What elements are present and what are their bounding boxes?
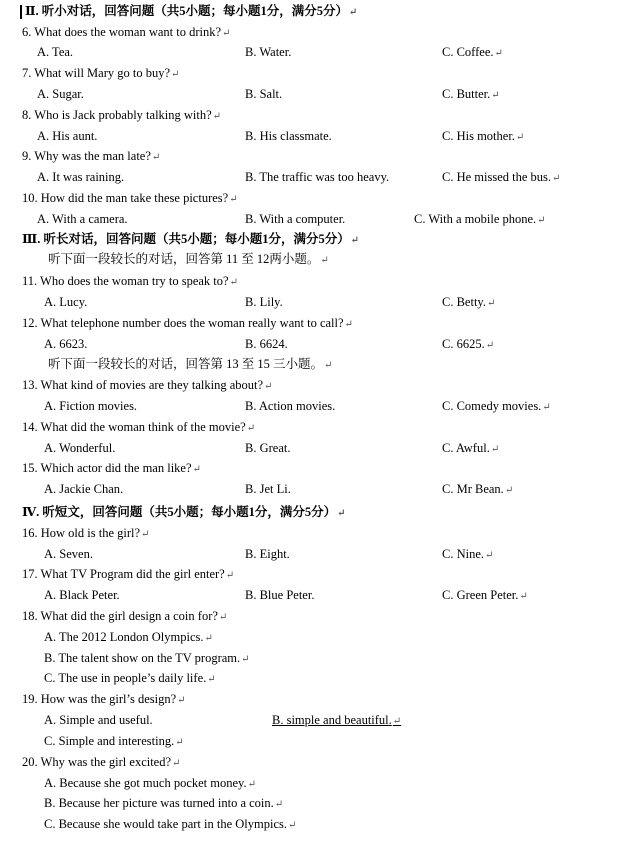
question-stem: 13. What kind of movies are they talking about?↵ bbox=[22, 378, 273, 392]
option-b: B. 6624. bbox=[245, 337, 288, 351]
option-a: A. 6623. bbox=[44, 337, 88, 351]
section-heading bbox=[0, 502, 639, 522]
paragraph-mark-icon: ↵ bbox=[490, 444, 500, 455]
question-stem: 12. What telephone number does the woman really want to call?↵ bbox=[22, 316, 353, 330]
paragraph-mark-icon: ↵ bbox=[229, 277, 238, 288]
option-line bbox=[0, 731, 639, 751]
option-a: A. Because she got much pocket money.↵ bbox=[44, 776, 256, 790]
paragraph-mark-icon: ↵ bbox=[207, 674, 216, 685]
paragraph-mark-icon: ↵ bbox=[552, 173, 561, 184]
option-a: A. Lucy. bbox=[44, 295, 88, 309]
text-cursor bbox=[20, 5, 22, 19]
paragraph-mark-icon: ↵ bbox=[241, 654, 250, 665]
option-a: A. Jackie Chan. bbox=[44, 482, 124, 496]
paragraph-mark-icon: ↵ bbox=[494, 48, 503, 59]
option-b: B. Eight. bbox=[245, 547, 290, 561]
question-stem: 18. What did the girl design a coin for?↵ bbox=[22, 609, 228, 623]
option-b: B. simple and beautiful.↵ bbox=[272, 713, 402, 727]
option-a: A. Sugar. bbox=[37, 87, 84, 101]
option-b: B. Action movies. bbox=[245, 399, 336, 413]
paragraph-mark-icon: ↵ bbox=[218, 612, 228, 623]
option-b: B. Because her picture was turned into a coin.↵ bbox=[44, 796, 284, 810]
option-row bbox=[0, 710, 639, 730]
option-c: C. With a mobile phone.↵ bbox=[414, 212, 546, 226]
option-line bbox=[0, 627, 639, 647]
option-row bbox=[0, 126, 639, 146]
option-row bbox=[0, 42, 639, 62]
paragraph-mark-icon: ↵ bbox=[151, 152, 161, 163]
option-row bbox=[0, 438, 639, 458]
option-a: A. Seven. bbox=[44, 547, 93, 561]
option-c: C. He missed the bus.↵ bbox=[442, 170, 561, 184]
option-row bbox=[0, 292, 639, 312]
question-stem: 7. What will Mary go to buy?↵ bbox=[22, 66, 180, 80]
paragraph-mark-icon: ↵ bbox=[392, 716, 402, 727]
option-line bbox=[0, 793, 639, 813]
paragraph-mark-icon: ↵ bbox=[542, 402, 551, 413]
option-b: B. Lily. bbox=[245, 295, 283, 309]
paragraph-mark-icon: ↵ bbox=[204, 633, 213, 644]
question-stem: 20. Why was the girl excited?↵ bbox=[22, 755, 181, 769]
paragraph-mark-icon: ↵ bbox=[192, 464, 201, 475]
option-b: B. Blue Peter. bbox=[245, 588, 315, 602]
option-c: C. The use in people’s daily life.↵ bbox=[44, 671, 216, 685]
paragraph-mark-icon: ↵ bbox=[519, 591, 528, 602]
option-row bbox=[0, 544, 639, 564]
paragraph-mark-icon: ↵ bbox=[350, 235, 360, 246]
paragraph-mark-icon: ↵ bbox=[504, 485, 514, 496]
option-b: B. Great. bbox=[245, 441, 291, 455]
instruction: 听下面一段较长的对话，回答第 13 至 15 三小题。↵ bbox=[48, 357, 333, 371]
question-stem: 8. Who is Jack probably talking with?↵ bbox=[22, 108, 222, 122]
option-c: C. Because she would take part in the Olympics.↵ bbox=[44, 817, 297, 831]
section-title: Ⅳ. 听短文，回答问题（共5小题；每小题1分，满分5分）↵ bbox=[22, 505, 346, 519]
paragraph-mark-icon: ↵ bbox=[274, 799, 284, 810]
option-row bbox=[0, 334, 639, 354]
paragraph-mark-icon: ↵ bbox=[537, 215, 546, 226]
paragraph-mark-icon: ↵ bbox=[485, 340, 495, 351]
paragraph-mark-icon: ↵ bbox=[177, 695, 186, 706]
paragraph-mark-icon: ↵ bbox=[247, 779, 256, 790]
option-c: C. Simple and interesting.↵ bbox=[44, 734, 184, 748]
option-row bbox=[0, 479, 639, 499]
section-title: Ⅲ. 听长对话，回答问题（共5小题；每小题1分，满分5分）↵ bbox=[22, 232, 360, 246]
paragraph-mark-icon: ↵ bbox=[337, 508, 346, 519]
option-row bbox=[0, 209, 639, 229]
paragraph-mark-icon: ↵ bbox=[229, 194, 238, 205]
option-c: C. Coffee.↵ bbox=[442, 45, 503, 59]
question-stem: 16. How old is the girl?↵ bbox=[22, 526, 150, 540]
question-stem: 14. What did the woman think of the movie?↵ bbox=[22, 420, 256, 434]
paragraph-mark-icon: ↵ bbox=[344, 319, 353, 330]
paragraph-mark-icon: ↵ bbox=[324, 360, 333, 371]
paragraph-mark-icon: ↵ bbox=[515, 132, 525, 143]
paragraph-mark-icon: ↵ bbox=[485, 550, 494, 561]
question-stem: 6. What does the woman want to drink?↵ bbox=[22, 25, 231, 39]
option-c: C. Comedy movies.↵ bbox=[442, 399, 551, 413]
option-a: A. Tea. bbox=[37, 45, 74, 59]
option-b: B. Salt. bbox=[245, 87, 283, 101]
paragraph-mark-icon: ↵ bbox=[171, 69, 180, 80]
question-stem: 19. How was the girl’s design?↵ bbox=[22, 692, 186, 706]
option-a: A. The 2012 London Olympics.↵ bbox=[44, 630, 213, 644]
question-stem: 9. Why was the man late?↵ bbox=[22, 149, 161, 163]
option-c: C. Awful.↵ bbox=[442, 441, 500, 455]
option-b: B. Water. bbox=[245, 45, 292, 59]
paragraph-mark-icon: ↵ bbox=[141, 529, 150, 540]
option-row bbox=[0, 585, 639, 605]
paragraph-mark-icon: ↵ bbox=[491, 90, 500, 101]
option-line bbox=[0, 648, 639, 668]
option-c: C. Betty.↵ bbox=[442, 295, 496, 309]
option-c: C. His mother.↵ bbox=[442, 129, 525, 143]
question-stem: 10. How did the man take these pictures?↵ bbox=[22, 191, 238, 205]
option-b: B. His classmate. bbox=[245, 129, 332, 143]
paragraph-mark-icon: ↵ bbox=[225, 570, 235, 581]
paragraph-mark-icon: ↵ bbox=[320, 255, 329, 266]
paragraph-mark-icon: ↵ bbox=[246, 423, 256, 434]
option-a: A. Black Peter. bbox=[44, 588, 120, 602]
instruction: 听下面一段较长的对话，回答第 11 至 12两小题。↵ bbox=[48, 252, 329, 266]
option-c: C. Green Peter.↵ bbox=[442, 588, 528, 602]
option-a: A. His aunt. bbox=[37, 129, 98, 143]
paragraph-mark-icon: ↵ bbox=[172, 758, 181, 769]
paragraph-mark-icon: ↵ bbox=[175, 737, 184, 748]
paragraph-mark-icon: ↵ bbox=[288, 820, 297, 831]
option-b: B. The talent show on the TV program.↵ bbox=[44, 651, 250, 665]
option-c: C. 6625.↵ bbox=[442, 337, 495, 351]
option-row bbox=[0, 167, 639, 187]
option-line bbox=[0, 814, 639, 834]
option-a: A. Simple and useful. bbox=[44, 713, 153, 727]
option-a: A. With a camera. bbox=[37, 212, 128, 226]
paragraph-mark-icon: ↵ bbox=[222, 28, 231, 39]
question-stem: 15. Which actor did the man like?↵ bbox=[22, 461, 201, 475]
paragraph-mark-icon: ↵ bbox=[264, 381, 273, 392]
section-title: Ⅱ. 听小对话，回答问题（共5小题；每小题1分，满分5分）↵ bbox=[25, 4, 358, 18]
option-line bbox=[0, 773, 639, 793]
option-b: B. The traffic was too heavy. bbox=[245, 170, 390, 184]
section-heading bbox=[0, 229, 639, 249]
option-line bbox=[0, 668, 639, 688]
option-a: A. It was raining. bbox=[37, 170, 125, 184]
option-b: B. Jet Li. bbox=[245, 482, 291, 496]
option-c: C. Nine.↵ bbox=[442, 547, 494, 561]
question-stem: 17. What TV Program did the girl enter?↵ bbox=[22, 567, 235, 581]
option-row bbox=[0, 84, 639, 104]
paragraph-mark-icon: ↵ bbox=[349, 7, 358, 18]
option-c: C. Mr Bean.↵ bbox=[442, 482, 514, 496]
option-row bbox=[0, 396, 639, 416]
question-stem: 11. Who does the woman try to speak to?↵ bbox=[22, 274, 238, 288]
paragraph-mark-icon: ↵ bbox=[486, 298, 496, 309]
option-a: A. Wonderful. bbox=[44, 441, 116, 455]
option-a: A. Fiction movies. bbox=[44, 399, 138, 413]
option-b: B. With a computer. bbox=[245, 212, 346, 226]
option-c: C. Butter.↵ bbox=[442, 87, 500, 101]
paragraph-mark-icon: ↵ bbox=[212, 111, 222, 122]
section-heading bbox=[0, 1, 639, 21]
